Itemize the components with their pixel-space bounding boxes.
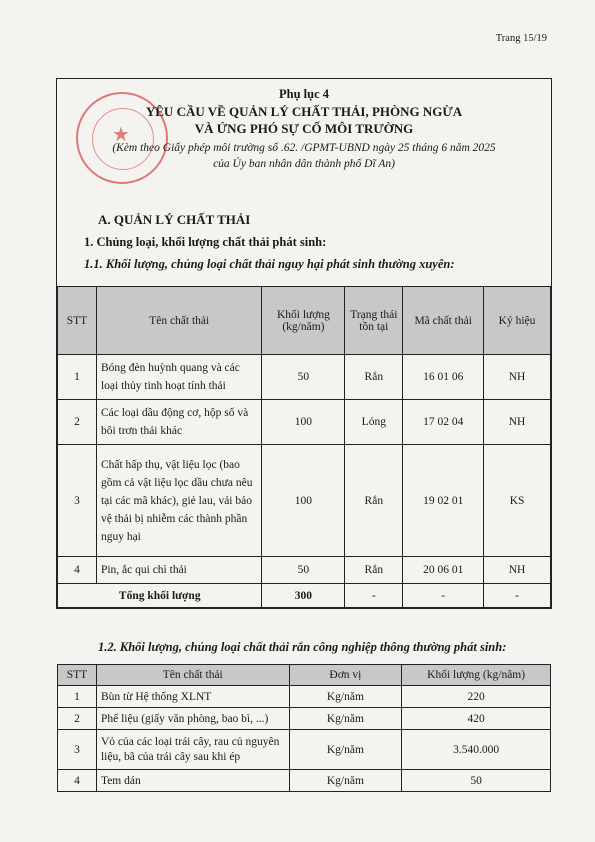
section-a-heading: A. QUẢN LÝ CHẤT THẢI xyxy=(98,212,251,227)
total-mass: 300 xyxy=(262,584,345,608)
table-row xyxy=(58,445,551,557)
cell-symbol: NH xyxy=(484,355,551,400)
table-row xyxy=(58,770,551,792)
cell-stt: 3 xyxy=(58,730,97,770)
cell-stt: 2 xyxy=(58,708,97,730)
decision-line1: (Kèm theo Giấy phép môi trường số .62. /GPMT-UBND ngày 25 tháng 6 năm 2025 xyxy=(112,142,496,154)
header-stt: STT xyxy=(58,287,97,355)
header-unit: Đơn vị xyxy=(289,665,402,686)
cell-stt: 2 xyxy=(58,400,97,445)
header-name: Tên chất thải xyxy=(96,287,262,355)
cell-stt: 1 xyxy=(58,355,97,400)
header-symbol: Ký hiệu xyxy=(484,287,551,355)
cell-name: Bóng đèn huỳnh quang và các loại thủy tinh hoạt tính thải xyxy=(96,355,262,400)
cell-state: Rắn xyxy=(345,557,403,584)
header-mass: Khối lượng (kg/năm) xyxy=(262,287,345,355)
page-number: Trang 15/19 xyxy=(495,33,547,44)
cell-state: Lỏng xyxy=(345,400,403,445)
total-label: Tổng khối lượng xyxy=(58,584,262,608)
header-stt: STT xyxy=(58,665,97,686)
cell-name: Pin, ắc qui chì thải xyxy=(96,557,262,584)
annex-title-line3: VÀ ỨNG PHÓ SỰ CỐ MÔI TRƯỜNG xyxy=(194,121,414,136)
cell-mass: 220 xyxy=(402,686,551,708)
seal-star-icon: ★ xyxy=(112,124,130,146)
decision-line2: của Ủy ban nhân dân thành phố Dĩ An) xyxy=(213,158,395,170)
cell-unit: Kg/năm xyxy=(289,708,402,730)
decision-reference xyxy=(56,140,552,172)
total-code: - xyxy=(403,584,484,608)
cell-name: Phế liệu (giấy văn phòng, bao bì, ...) xyxy=(96,708,289,730)
table-row xyxy=(58,730,551,770)
table-row xyxy=(58,355,551,400)
total-symbol: - xyxy=(484,584,551,608)
cell-symbol: NH xyxy=(484,557,551,584)
annex-title: Phụ lục 4 xyxy=(278,87,329,101)
cell-mass: 3.540.000 xyxy=(402,730,551,770)
cell-mass: 100 xyxy=(262,445,345,557)
section-1-1-heading: 1.1. Khối lượng, chủng loại chất thải nguy hại phát sinh thường xuyên: xyxy=(84,257,455,271)
annex-title-line2: YÊU CẦU VỀ QUẢN LÝ CHẤT THẢI, PHÒNG NGỪA xyxy=(145,104,463,119)
cell-code: 16 01 06 xyxy=(403,355,484,400)
cell-name: Tem dán xyxy=(96,770,289,792)
header-mass: Khối lượng (kg/năm) xyxy=(402,665,551,686)
cell-mass: 50 xyxy=(262,355,345,400)
table-row xyxy=(58,557,551,584)
cell-mass: 50 xyxy=(262,557,345,584)
cell-unit: Kg/năm xyxy=(289,730,402,770)
cell-code: 19 02 01 xyxy=(403,445,484,557)
header-name: Tên chất thải xyxy=(96,665,289,686)
total-row xyxy=(58,584,551,608)
header-code: Mã chất thải xyxy=(403,287,484,355)
cell-state: Rắn xyxy=(345,355,403,400)
cell-mass: 420 xyxy=(402,708,551,730)
header-state: Trạng thái tồn tại xyxy=(345,287,403,355)
cell-mass: 50 xyxy=(402,770,551,792)
cell-symbol: KS xyxy=(484,445,551,557)
cell-stt: 1 xyxy=(58,686,97,708)
total-state: - xyxy=(345,584,403,608)
table-row xyxy=(58,686,551,708)
cell-code: 20 06 01 xyxy=(403,557,484,584)
cell-code: 17 02 04 xyxy=(403,400,484,445)
cell-stt: 4 xyxy=(58,770,97,792)
table-row xyxy=(58,400,551,445)
section-1-2-heading: 1.2. Khối lượng, chủng loại chất thải rắn công nghiệp thông thường phát sinh: xyxy=(98,640,507,654)
cell-symbol: NH xyxy=(484,400,551,445)
annex-heading xyxy=(56,86,552,137)
cell-stt: 4 xyxy=(58,557,97,584)
cell-unit: Kg/năm xyxy=(289,686,402,708)
table-row xyxy=(58,708,551,730)
cell-state: Rắn xyxy=(345,445,403,557)
industrial-waste-table xyxy=(57,664,551,792)
section-1-heading: 1. Chủng loại, khối lượng chất thải phát sinh: xyxy=(84,235,327,249)
cell-unit: Kg/năm xyxy=(289,770,402,792)
cell-name: Các loại dầu động cơ, hộp số và bôi trơn thải khác xyxy=(96,400,262,445)
cell-name: Bùn từ Hệ thống XLNT xyxy=(96,686,289,708)
cell-mass: 100 xyxy=(262,400,345,445)
cell-name: Chất hấp thụ, vật liệu lọc (bao gồm cả vật liệu lọc dầu chưa nêu tại các mã khác), giẻ lau, vải bảo vệ thải bị nhiễm các thành phần nguy hại xyxy=(96,445,262,557)
cell-name: Vỏ của các loại trái cây, rau củ nguyên liệu, bã của trái cây sau khi ép xyxy=(96,730,289,770)
cell-stt: 3 xyxy=(58,445,97,557)
hazardous-waste-table xyxy=(57,286,551,608)
